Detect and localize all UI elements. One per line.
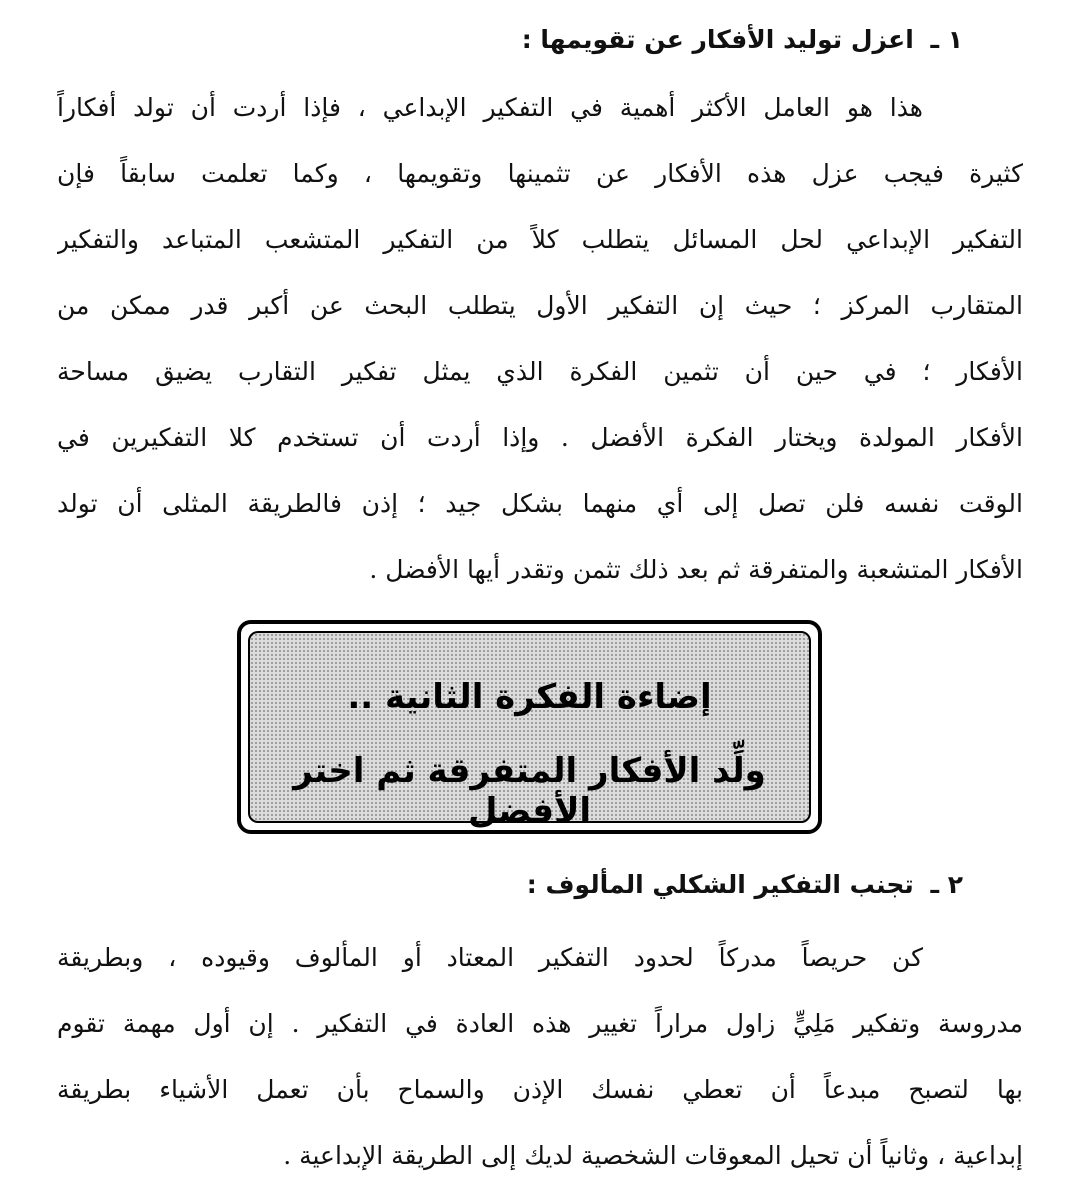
paragraph-line: إبداعية ، وثانياً أن تحيل المعوقات الشخصية لديك إلى الطريقة الإبداعية . — [283, 1141, 1023, 1170]
callout-dotted-panel — [248, 631, 811, 831]
paragraph-line: المتقارب المركز ؛ حيث إن التفكير الأول يتطلب البحث عن أكبر قدر ممكن من — [57, 291, 1023, 320]
paragraph-line: كثيرة فيجب عزل هذه الأفكار عن تثمينها وتقويمها ، وكما تعلمت سابقاً فإن — [57, 159, 1023, 188]
section-2-number: ٢ ـ — [930, 870, 963, 899]
paragraph-line: هذا هو العامل الأكثر أهمية في التفكير الإبداعي ، فإذا أردت أن تولد أفكاراً — [57, 93, 923, 122]
highlight-callout-box — [237, 620, 822, 834]
section-2-paragraph — [57, 925, 1023, 1189]
paragraph-line: مدروسة وتفكير مَلِيٍّ زاول مراراً تغيير هذه العادة في التفكير . إن أول مهمة تقوم — [57, 1009, 1023, 1038]
section-1-title: اعزل توليد الأفكار عن تقويمها : — [521, 25, 914, 54]
paragraph-line: الأفكار ؛ في حين أن تثمين الفكرة الذي يمثل تفكير التقارب يضيق مساحة — [57, 357, 1023, 386]
paragraph-line: الأفكار المتشعبة والمتفرقة ثم بعد ذلك تثمن وتقدر أيها الأفضل . — [369, 555, 1023, 584]
section-1-heading — [522, 20, 963, 60]
paragraph-line: الأفكار المولدة ويختار الفكرة الأفضل . وإذا أردت أن تستخدم كلا التفكيرين في — [57, 423, 1023, 452]
section-1-number: ١ ـ — [930, 25, 963, 54]
paragraph-line: التفكير الإبداعي لحل المسائل يتطلب كلاً من التفكير المتشعب المتباعد والتفكير — [57, 225, 1023, 254]
paragraph-line: كن حريصاً مدركاً لحدود التفكير المعتاد أو المألوف وقيوده ، وبطريقة — [57, 943, 923, 972]
section-2-title: تجنب التفكير الشكلي المألوف : — [526, 870, 914, 899]
callout-title: إضاءة الفكرة الثانية .. — [347, 677, 712, 717]
paragraph-line: الوقت نفسه فلن تصل إلى أي منهما بشكل جيد ؛ إذن فالطريقة المثلى أن تولد — [57, 489, 1023, 518]
section-1-paragraph — [57, 75, 1023, 603]
section-2-heading — [527, 865, 963, 905]
paragraph-line: بها لتصبح مبدعاً أن تعطي نفسك الإذن والسماح بأن تعمل الأشياء بطريقة — [57, 1075, 1023, 1104]
callout-text: ولِّد الأفكار المتفرقة ثم اختر الأفضل — [293, 751, 766, 831]
